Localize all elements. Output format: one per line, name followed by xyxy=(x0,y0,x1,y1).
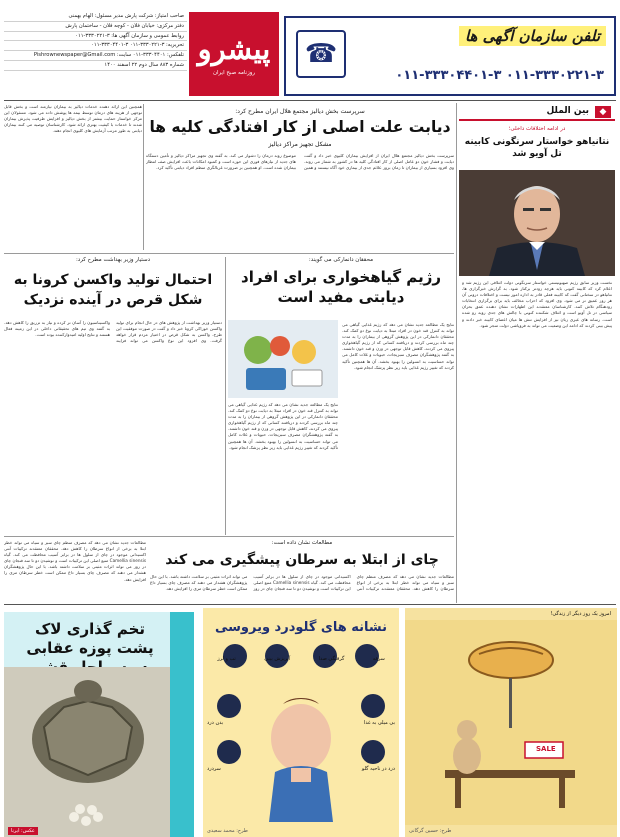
phone-icon: ☎ xyxy=(296,30,346,78)
intl-body: نخست وزیر سابق رژیم صهیونیستی خواستار سرنگونی دولت ائتلافی این رژیم شد و اعلام کرد که کابینه کنونی باید هرچه زودتر برکنار شود. به گزارش خبرگزاری ها، نتانیاهو در سخنانی گفت که کابینه فعلی قادر به اداره امور نیست و اختلافات درونی آن هر روز عمیق تر می شود. وی افزود که احزاب مخالف باید برای برگزاری انتخابات زودهنگام تلاش کنند. کارشناسان معتقدند این اظهارات نشان دهنده عمق بحران سیاسی در تل آویو است و ائتلاف شکننده کنونی با چالش های جدی روبه رو شده است. رسانه های عبری زبان نیز از افزایش تنش ها میان اعضای کابینه خبر دادند و پیش بینی کردند که ادامه این وضعیت می تواند به فروپاشی دولت منجر شود. xyxy=(462,280,612,328)
masthead-info xyxy=(4,12,187,96)
intl-headline[interactable]: نتانیاهو خواستار سرنگونی کابینه تل آویو شد xyxy=(464,137,610,159)
info-line: روابط عمومی و سازمان آگهی ها: ۳-۳۳۳۰۲۲۱-۰۱۱ xyxy=(4,32,187,42)
cartoon-panel xyxy=(405,608,617,837)
tea-body: مطالعات جدید نشان می دهد که مصرف منظم چای سبز و سیاه می تواند خطر ابتلا به برخی از انواع سرطان را کاهش دهد. محققان معتقدند ترکیبات آنتی اکسیدانی موجود در چای از سلول ها در برابر آسیب محافظت می کند. گیاه Camellia sinensis منبع اصلی این ترکیبات است و نوشیدن دو تا سه فنجان چای در روز می تواند اثرات مثبتی بر سلامت داشته باشد. با این حال پژوهشگران هشدار می دهند که مصرف چای بسیار داغ ممکن است خطر سرطان مری را افزایش دهد. xyxy=(150,574,454,592)
turtle-side-band xyxy=(170,612,194,837)
diabetes-kicker: محققان دانمارکی می گویند: xyxy=(308,257,374,263)
info-line: تحریریه: ۳-۳۳۳۰۲۲۱-۰۱۱ ۳-۳۳۳۰۴۴۰۱-۰۱۱ xyxy=(4,41,187,51)
intl-kicker: در ادامه اختلافات داخلی؛ xyxy=(508,126,566,132)
symptom-label: بدن درد xyxy=(207,720,224,726)
ad-title: تلفن سازمان آگهی ها xyxy=(459,26,606,46)
info-line xyxy=(4,71,187,80)
symptom-label: بی میلی به غذا xyxy=(363,720,395,726)
logo-subtitle: روزنامه صبح ایران xyxy=(212,70,256,76)
section-label: بین الملل xyxy=(546,106,589,116)
tea-body-left: مطالعات جدید نشان می دهد که مصرف منظم چای سبز و سیاه می تواند خطر ابتلا به برخی از انواع سرطان را کاهش دهد. محققان معتقدند ترکیبات آنتی اکسیدانی موجود در چای از سلول ها در برابر آسیب محافظت می کند. گیاه Camellia sinensis منبع اصلی این ترکیبات است و نوشیدن دو تا سه فنجان چای در روز می تواند اثرات مثبتی بر سلامت داشته باشد. با این حال پژوهشگران هشدار می دهند که مصرف چای بسیار داغ ممکن است خطر سرطان مری را افزایش دهد. xyxy=(4,540,146,582)
info-line: صاحب امتیاز: شرکت پارش مدیر مسئول: الهام بهمنی xyxy=(4,12,187,22)
ad-phones: ۰۱۱-۳۳۳۰۲۲۱-۳ ۰۱۱-۳۳۳۰۴۴۰۱-۳ xyxy=(395,68,604,83)
turtle-headline[interactable]: تخم گذاری لاک پشت پوزه عقابی xyxy=(26,620,154,657)
corona-kicker: دستیار وزیر بهداشت مطرح کرد: xyxy=(75,257,151,263)
diabetes-body-left: نتایج یک مطالعه جدید نشان می دهد که رژیم غذایی گیاهی می تواند به کنترل قند خون در افراد مبتلا به دیابت نوع دو کمک کند. محققان دانمارکی در این پژوهش گروهی از بیماران را به مدت چند ماه بررسی کردند و دریافتند کسانی که از رژیم گیاهخواری پیروی می کردند، کاهش قابل توجهی در وزن و قند خون داشتند. به گفته پژوهشگران مصرف سبزیجات، حبوبات و غلات کامل می تواند حساسیت به انسولین را بهبود بخشد. آن ها همچنین تأکید کردند که تغییر رژیم غذایی باید زیر نظر پزشک انجام شود. xyxy=(228,402,338,450)
symptom-label: آبریزش بینی xyxy=(264,656,291,662)
left-top-body: همچنین این ارائه دهنده خدمات دیالیز به بیماران نیازمند است و بخش قابل توجهی از هزینه های درمان توسط بیمه ها پوشش داده می شود. مسئولان این مرکز خواستار حمایت بیشتر از بخش دیالیز و افزایش ظرفیت پذیرش بیماران شدند تا خدمات با کیفیت بهتری ارائه شود. کارشناسان توصیه می کنند بیماران دیابتی به طور مرتب آزمایش های کلیوی انجام دهند. xyxy=(4,104,142,134)
symptom-label: سرفه xyxy=(372,656,385,662)
top-article-subhead: مشکل تجهیز مراکز دیالیز xyxy=(268,141,332,148)
turtle-caption: عکس: ایرنا xyxy=(8,827,38,835)
logo-text: پیشرو xyxy=(197,32,271,66)
info-line: دفتر مرکزی: خیابان فلان - کوچه فلان - ساختمان پارش xyxy=(4,22,187,32)
top-article-body: سرپرست بخش دیالیز مجتمع هلال ایران از افزایش بیماران کلیوی خبر داد و گفت دیابت و فشار خون دو عامل اصلی از کار افتادگی کلیه ها در کشور به شمار می روند. وی افزود بسیاری از بیماران تا زمان بروز علائم جدی از بیماری خود آگاه نیستند و همین موضوع روند درمان را دشوار می کند. به گفته وی تجهیز مراکز دیالیز و تأمین دستگاه های جدید از نیازهای فوری این حوزه است و کمبود امکانات باعث افزایش صف انتظار بیماران شده است. او همچنین بر ضرورت غربالگری منظم افراد دیابتی تأکید کرد. xyxy=(146,153,454,171)
tea-kicker: مطالعات نشان داده است: xyxy=(271,540,333,546)
infographic-caption: طرح: محمد سعیدی xyxy=(207,828,248,834)
healthy-food-photo xyxy=(228,320,338,398)
symptom-row-top xyxy=(203,656,399,662)
newspaper-logo[interactable] xyxy=(189,12,279,96)
netanyahu-photo xyxy=(459,170,615,276)
price-tag: SALE xyxy=(536,745,556,753)
turtle-photo xyxy=(4,667,170,837)
corona-headline[interactable]: احتمال تولید واکسن کرونا به شکل قرص در آینده نزدیک xyxy=(13,272,213,308)
sore-throat-infographic xyxy=(203,608,399,837)
top-article-kicker: سرپرست بخش دیالیز مجتمع هلال ایران مطرح کرد: xyxy=(235,108,365,115)
symptom-label: درد در ناحیه گلو xyxy=(361,766,395,772)
info-line xyxy=(4,80,187,89)
top-article-headline[interactable]: دیابت علت اصلی از کار افتادگی کلیه ها xyxy=(149,118,451,136)
diabetes-headline[interactable]: رژیم گیاهخواری برای افراد دیابتی مفید است xyxy=(241,268,441,306)
symptom-label: تب و لرز xyxy=(217,656,236,662)
symptom-label: سردرد xyxy=(207,766,221,772)
cartoon-caption: طرح: حسین گرگانی xyxy=(409,828,452,834)
info-line: تلفکس: ۳۳۳۰۴۴۰۱-۰۱۱ سایت: Pishrownewspaper@Gmail.com xyxy=(4,51,187,61)
corona-body: دستیار وزیر بهداشت از پژوهش های در حال انجام برای تولید واکسن خوراکی کرونا خبر داد و گفت در صورت موفقیت این طرح، واکسن به شکل قرص در اختیار مردم قرار خواهد گرفت. وی افزود این نوع واکسن می تواند فرایند واکسیناسیون را آسان تر کرده و نیاز به تزریق را کاهش دهد. به گفته وی تیم های تحقیقاتی داخلی در این زمینه فعال هستند و نتایج اولیه امیدوارکننده بوده است. xyxy=(4,320,222,344)
info-line: شماره ۸۸۳ سال دوم ۲۲ اسفند ۱۴۰۰ xyxy=(4,61,187,71)
symptom-label: گرفتگی صدا xyxy=(318,656,345,662)
diabetes-body-right: نتایج یک مطالعه جدید نشان می دهد که رژیم غذایی گیاهی می تواند به کنترل قند خون در افراد مبتلا به دیابت نوع دو کمک کند. محققان دانمارکی در این پژوهش گروهی از بیماران را به مدت چند ماه بررسی کردند و دریافتند کسانی که از رژیم گیاهخواری پیروی می کردند، کاهش قابل توجهی در وزن و قند خون داشتند. به گفته پژوهشگران مصرف سبزیجات، حبوبات و غلات کامل می تواند حساسیت به انسولین را بهبود بخشد. آن ها همچنین تأکید کردند که تغییر رژیم غذایی باید زیر نظر پزشک انجام شود. xyxy=(342,322,454,370)
tea-headline[interactable]: چای از ابتلا به سرطان پیشگیری می کند xyxy=(165,552,439,568)
cartoon-caption-top: امروز یک روز دیگر از زندگی! xyxy=(550,611,611,617)
section-icon: ◆ xyxy=(595,106,611,118)
ad-phone-box xyxy=(284,16,616,96)
turtle-header xyxy=(4,612,194,667)
international-section-header xyxy=(459,103,615,121)
infographic-title[interactable]: نشانه های گلودرد ویروسی xyxy=(214,620,388,635)
